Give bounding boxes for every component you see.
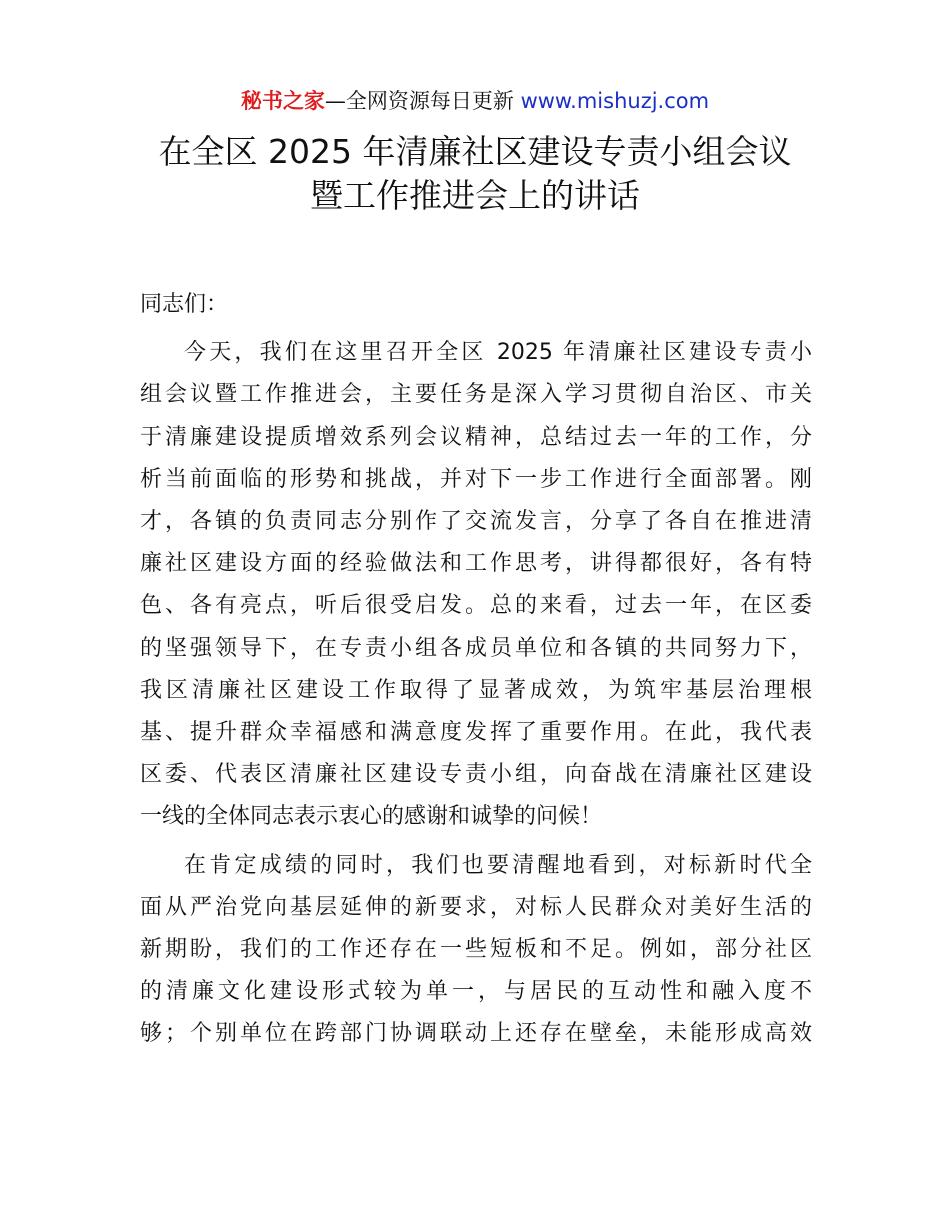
- paragraph-line: 面从严治党向基层延伸的新要求，对标人民群众对美好生活的: [140, 894, 812, 920]
- paragraph-line: 今天，我们在这里召开全区 2025 年清廉社区建设专责小: [184, 340, 812, 366]
- title-line: 在全区 2025 年清廉社区建设专责小组会议: [158, 132, 792, 171]
- site-url-link[interactable]: www.mishuzj.com: [520, 89, 710, 113]
- document-body: [140, 284, 812, 1056]
- paragraph-1: [140, 332, 812, 838]
- paragraph-line: 析当前面临的形势和挑战，并对下一步工作进行全面部署。刚: [140, 466, 812, 492]
- paragraph-2: [140, 845, 812, 1056]
- paragraph-line: 于清廉建设提质增效系列会议精神，总结过去一年的工作，分: [140, 424, 812, 450]
- paragraph-line: 够；个别单位在跨部门协调联动上还存在壁垒，未能形成高效: [140, 1021, 812, 1047]
- paragraph-line: 才，各镇的负责同志分别作了交流发言，分享了各自在推进清: [140, 509, 812, 535]
- paragraph-line: 一线的全体同志表示衷心的感谢和诚挚的问候！: [140, 804, 603, 830]
- document-title: [0, 130, 950, 218]
- site-tagline: —全网资源每日更新: [324, 89, 514, 113]
- salutation: 同志们：: [140, 292, 229, 317]
- paragraph-line: 新期盼，我们的工作还存在一些短板和不足。例如，部分社区: [140, 937, 812, 963]
- site-name: 秘书之家: [240, 89, 325, 113]
- paragraph-line: 色、各有亮点，听后很受启发。总的来看，过去一年，在区委: [140, 593, 812, 619]
- paragraph-line: 组会议暨工作推进会，主要任务是深入学习贯彻自治区、市关: [140, 382, 812, 408]
- paragraph-line: 基、提升群众幸福感和满意度发挥了重要作用。在此，我代表: [140, 720, 812, 746]
- site-header: [0, 86, 950, 116]
- paragraph-line: 的坚强领导下，在专责小组各成员单位和各镇的共同努力下，: [140, 635, 812, 661]
- paragraph-line: 我区清廉社区建设工作取得了显著成效，为筑牢基层治理根: [140, 677, 812, 703]
- paragraph-line: 区委、代表区清廉社区建设专责小组，向奋战在清廉社区建设: [140, 762, 812, 788]
- paragraph-line: 的清廉文化建设形式较为单一，与居民的互动性和融入度不: [140, 979, 812, 1005]
- paragraph-line: 在肯定成绩的同时，我们也要清醒地看到，对标新时代全: [184, 852, 812, 878]
- paragraph-line: 廉社区建设方面的经验做法和工作思考，讲得都很好，各有特: [140, 551, 812, 577]
- title-line: 暨工作推进会上的讲话: [310, 176, 640, 215]
